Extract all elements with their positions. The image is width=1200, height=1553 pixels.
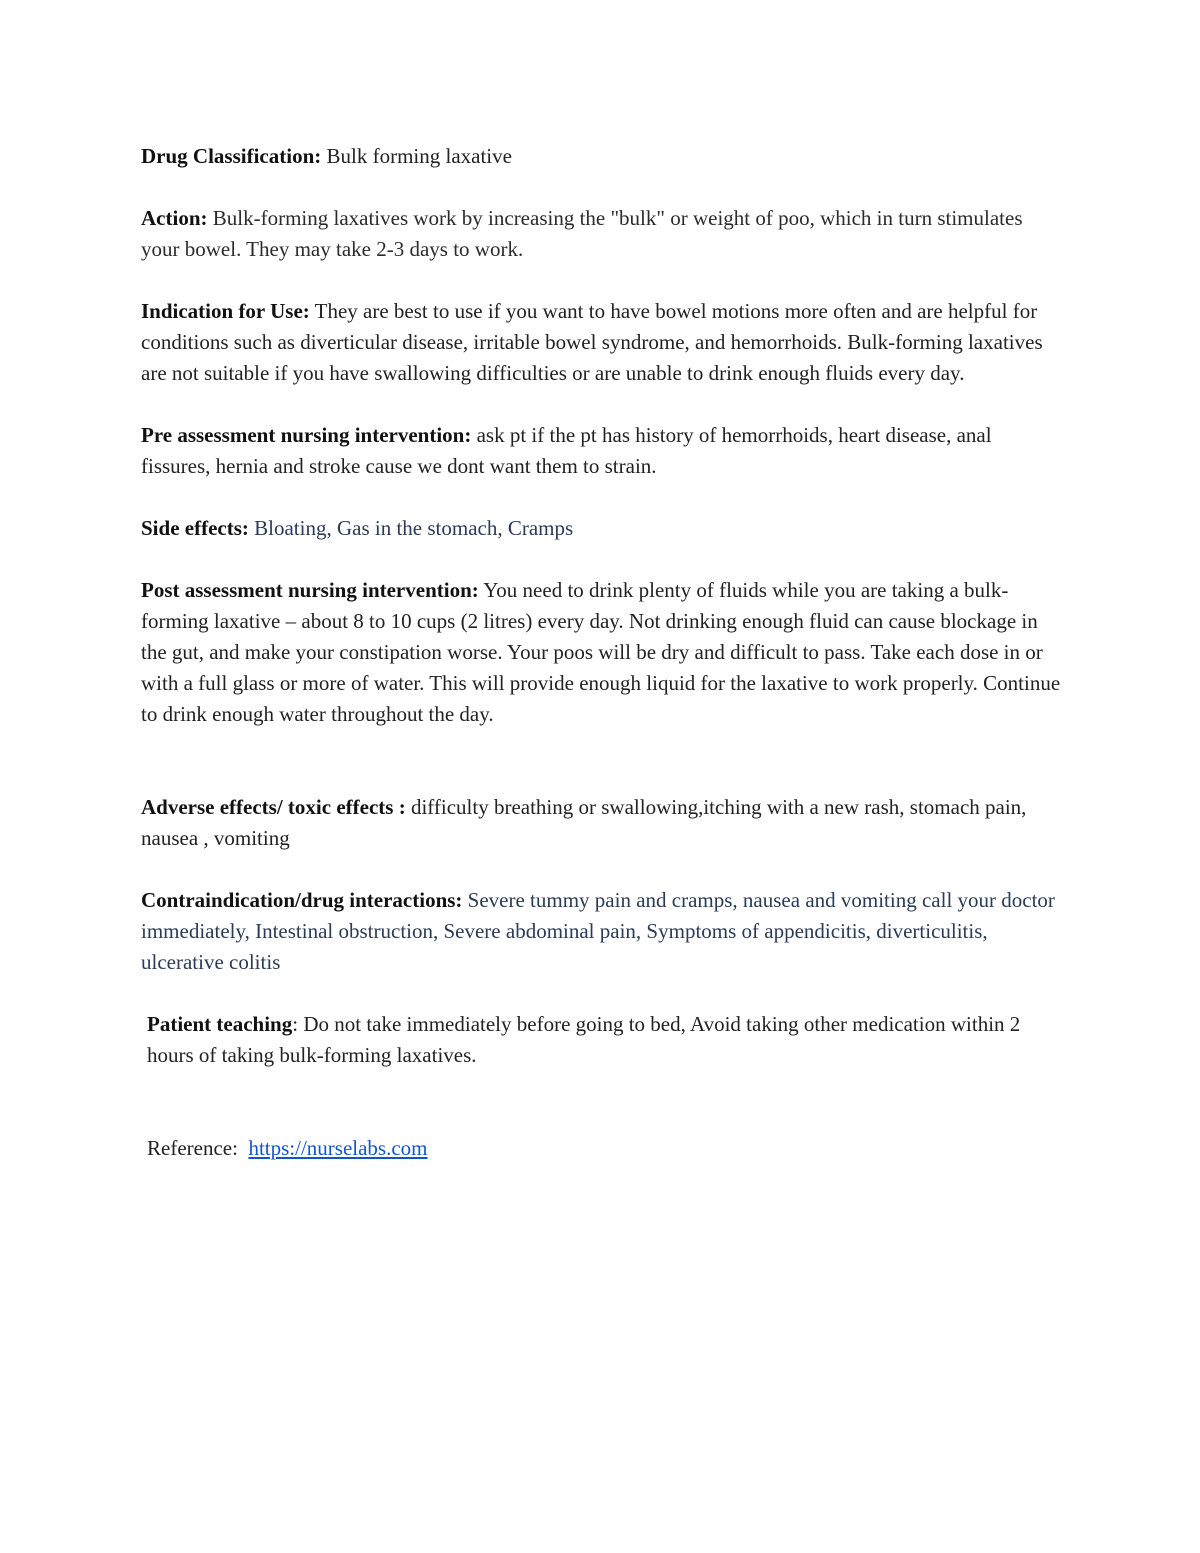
section-pre-assessment [141, 420, 1066, 482]
section-drug-classification [141, 141, 1066, 172]
patient-teaching-label: Patient teaching [147, 1012, 293, 1036]
action-label: Action: [141, 206, 208, 230]
contraindication-label: Contraindication/drug interactions: [141, 888, 463, 912]
action-text: Bulk-forming laxatives work by increasing the "bulk" or weight of poo, which in turn stimulates your bowel. They may take 2-3 days to work. [141, 206, 1023, 261]
patient-teaching-text: : Do not take immediately before going to bed, Avoid taking other medication within 2 hours of taking bulk-forming laxatives. [147, 1012, 1021, 1067]
section-adverse-effects [141, 792, 1066, 854]
section-side-effects [141, 513, 1066, 544]
pre-assessment-text: ask pt if the pt has history of hemorrhoids, heart disease, anal fissures, hernia and stroke cause we dont want them to strain. [141, 423, 992, 478]
adverse-effects-label: Adverse effects/ toxic effects : [141, 795, 406, 819]
section-action [141, 203, 1066, 265]
section-post-assessment [141, 575, 1066, 730]
side-effects-label: Side effects: [141, 516, 249, 540]
section-indication [141, 296, 1066, 389]
document-page [141, 141, 1066, 1195]
section-reference [141, 1133, 1066, 1164]
contraindication-text: Severe tummy pain and cramps, nausea and vomiting call your doctor immediately, Intestinal obstruction, Severe abdominal pain, Symptoms of appendicitis, diverticulitis, ulcerative colitis [141, 888, 1055, 974]
drug-classification-text: Bulk forming laxative [321, 144, 512, 168]
reference-label: Reference: [147, 1136, 238, 1160]
adverse-effects-text: difficulty breathing or swallowing,itching with a new rash, stomach pain, nausea , vomiting [141, 795, 1027, 850]
drug-classification-label: Drug Classification: [141, 144, 322, 168]
reference-link[interactable]: https://nurselabs.com [248, 1136, 428, 1160]
post-assessment-text: You need to drink plenty of fluids while you are taking a bulk-forming laxative – about 8 to 10 cups (2 litres) every day. Not drinking enough fluid can cause blockage in the gut, and make your constipation worse. Your poos will be dry and difficult to pass. Take each dose in or with a full glass or more of water. This will provide enough liquid for the laxative to work properly. Continue to drink enough water throughout the day. [141, 578, 1061, 726]
side-effects-text: Bloating, Gas in the stomach, Cramps [248, 516, 574, 540]
pre-assessment-label: Pre assessment nursing intervention: [141, 423, 472, 447]
indication-text: They are best to use if you want to have bowel motions more often and are helpful for conditions such as diverticular disease, irritable bowel syndrome, and hemorrhoids. Bulk-forming laxatives are not suitable if you have swallowing difficulties or are unable to drink enough fluids every day. [141, 299, 1043, 385]
section-contraindication [141, 885, 1066, 978]
section-patient-teaching [141, 1009, 1066, 1071]
post-assessment-label: Post assessment nursing intervention: [141, 578, 479, 602]
indication-label: Indication for Use: [141, 299, 310, 323]
